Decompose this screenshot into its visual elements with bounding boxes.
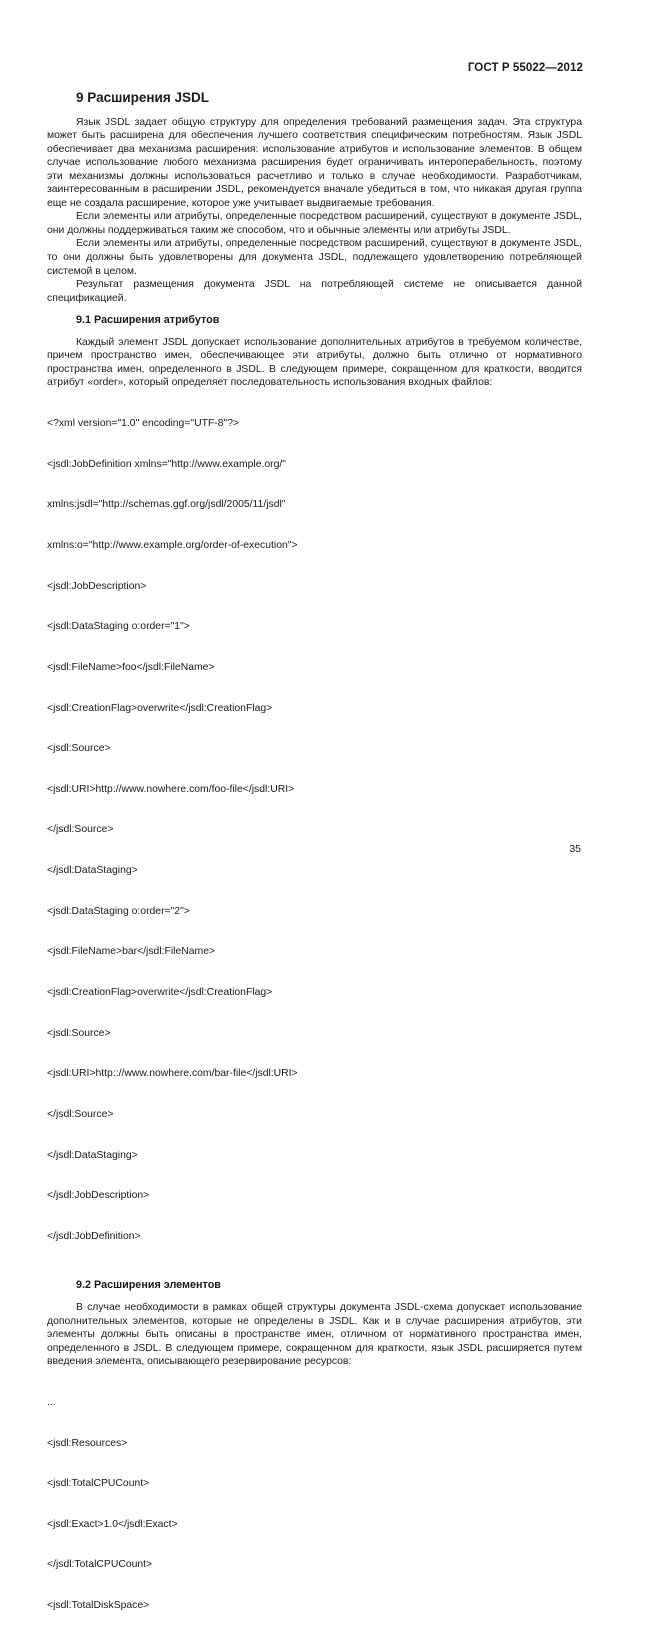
code-line: </jsdl:DataStaging> xyxy=(47,865,138,877)
standard-header: ГОСТ Р 55022—2012 xyxy=(467,62,583,74)
section-9-2-paragraph: В случае необходимости в рамках общей структуры документа JSDL-схема допускает использование дополнительных элементов, которые не определены в JSDL. Как и в случае расширения атрибутов, эти элементы должны быть описаны в пространстве имен, отличном от нормативного пространства имен, определенного в JSDL. В следующем примере, сокращенном для краткости, язык JSDL расширяется путем введения элемента, описывающего резервирование ресурсов: xyxy=(47,1302,582,1368)
code-line: <jsdl:Exact>1.0</jsdl:Exact> xyxy=(47,1518,178,1530)
code-line: <?xml version="1.0" encoding="UTF-8"?> xyxy=(47,418,240,430)
code-line: xmlns:o="http://www.example.org/order-of-execution"> xyxy=(47,539,298,551)
code-line: </jsdl:JobDescription> xyxy=(47,1190,150,1202)
code-line: <jsdl:JobDefinition xmlns="http://www.example.org/" xyxy=(47,458,286,470)
code-line: <jsdl:TotalDiskSpace> xyxy=(47,1600,150,1612)
section-9-paragraph-1: Язык JSDL задает общую структуру для определения требований размещения задач. Эта структура может быть расширена для обеспечения лучшего соответствия специфическим потребностям. Язык JSDL обеспечивает два механизма расширения: использование атрибутов и использование элементов. В общем случае использование любого механизма расширения будет ограничивать интероперабельность, поэтому эти механизмы должны использоваться расчетливо и только в случае необходимости. Разработчикам, заинтересованным в расширении JSDL, рекомендуется вначале убедиться в том, что никакая другая группа еще не создала расширение, которое уже учитывает выдвигаемые требования. xyxy=(47,116,582,209)
section-9-2-heading: 9.2 Расширения элементов xyxy=(76,1279,221,1292)
code-line: <jsdl:Source> xyxy=(47,1027,111,1039)
code-line: <jsdl:TotalCPUCount> xyxy=(47,1478,150,1490)
code-line: <jsdl:DataStaging o:order="2"> xyxy=(47,905,190,917)
code-line: <jsdl:URI>http://www.nowhere.com/foo-file</jsdl:URI> xyxy=(47,783,295,795)
code-line: </jsdl:Source> xyxy=(47,1108,114,1120)
attribute-extension-code-example xyxy=(47,390,582,1271)
code-line: <jsdl:FileName>foo</jsdl:FileName> xyxy=(47,661,215,673)
section-9-paragraph-4: Результат размещения документа JSDL на потребляющей системе не описывается данной спецификацией. xyxy=(47,279,582,304)
code-line: </jsdl:JobDefinition> xyxy=(47,1230,141,1242)
element-extension-code-example xyxy=(47,1369,582,1640)
code-line: <jsdl:CreationFlag>overwrite</jsdl:CreationFlag> xyxy=(47,987,273,998)
code-line: xmlns:jsdl="http://schemas.ggf.org/jsdl/2005/11/jsdl" xyxy=(47,499,286,511)
section-9-paragraph-2: Если элементы или атрибуты, определенные посредством расширений, существуют в документе JSDL, они должны поддерживаться таким же способом, что и обычные элементы или атрибуты JSDL. xyxy=(47,211,582,236)
code-line: <jsdl:JobDescription> xyxy=(47,580,147,592)
code-line: <jsdl:Resources> xyxy=(47,1437,128,1449)
section-9-1-paragraph: Каждый элемент JSDL допускает использование дополнительных атрибутов в требуемом количестве, причем пространство имен, обеспечивающее эти атрибуты, должно быть отлично от нормативного пространства имен, определенного в JSDL. В следующем примере, сокращенном для краткости, вводится атрибут «order», который определяет последовательность использования входных файлов: xyxy=(47,336,582,389)
code-line: <jsdl:URI>http:://www.nowhere.com/bar-file</jsdl:URI> xyxy=(47,1068,298,1080)
section-9-1-heading: 9.1 Расширения атрибутов xyxy=(76,314,220,327)
section-9-paragraph-3: Если элементы или атрибуты, определенные посредством расширений, существуют в документе JSDL, то они должны быть удовлетворены для документа JSDL, подлежащего удовлетворению потребляющей системой в целом. xyxy=(47,238,582,277)
page-body xyxy=(47,88,582,1640)
code-line: </jsdl:TotalCPUCount> xyxy=(47,1559,153,1571)
code-line: ... xyxy=(47,1396,56,1408)
code-line: <jsdl:FileName>bar</jsdl:FileName> xyxy=(47,946,216,958)
code-line: <jsdl:Source> xyxy=(47,743,111,755)
code-line: </jsdl:Source> xyxy=(47,824,114,836)
code-line: <jsdl:DataStaging o:order="1"> xyxy=(47,621,190,633)
code-line: </jsdl:DataStaging> xyxy=(47,1149,138,1161)
code-line: <jsdl:CreationFlag>overwrite</jsdl:CreationFlag> xyxy=(47,702,273,714)
page-number: 35 xyxy=(569,843,581,855)
section-9-heading: 9 Расширения JSDL xyxy=(76,90,209,105)
